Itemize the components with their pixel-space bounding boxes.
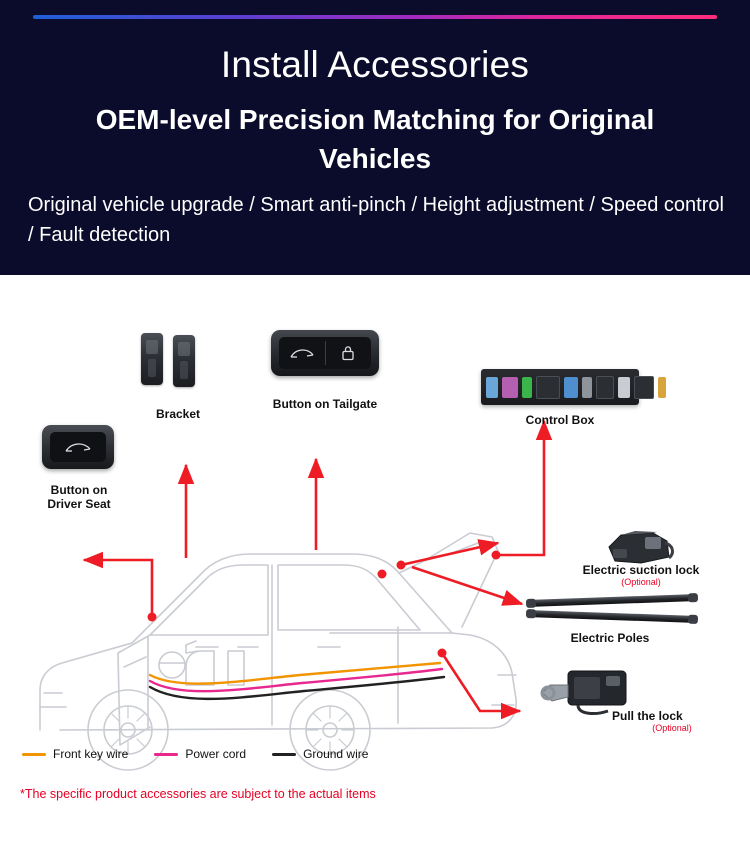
label-control-box: Control Box <box>525 413 595 427</box>
connector-1 <box>486 377 498 398</box>
page-subtitle: OEM-level Precision Matching for Original Vehicles <box>95 104 655 174</box>
connector-10 <box>658 377 666 398</box>
bracket-remote-right <box>173 335 195 387</box>
connection-points <box>148 551 501 658</box>
page-title: Install Accessories <box>220 44 530 85</box>
label-button-tailgate: Button on Tailgate <box>272 397 378 411</box>
label-driver-seat-button <box>24 483 134 511</box>
suction-lock-product <box>601 525 677 567</box>
connector-3 <box>522 377 532 398</box>
legend-swatch-front-key-wire <box>22 753 46 756</box>
legend-swatch-power-cord <box>154 753 178 756</box>
control-box-product <box>481 369 639 405</box>
connector-8 <box>618 377 630 398</box>
legend-label-power-cord: Power cord <box>185 747 247 761</box>
electric-pole-1 <box>530 594 694 607</box>
tailgate-button-product <box>271 330 379 376</box>
label-suction-lock-text: Electric suction lock <box>582 563 700 577</box>
header-banner <box>0 0 750 275</box>
legend-swatch-ground-wire <box>272 753 296 756</box>
label-pull-lock-note: (Optional) <box>652 723 692 733</box>
legend-item-ground-wire <box>272 747 368 761</box>
label-electric-poles: Electric Poles <box>570 631 650 645</box>
label-pull-lock <box>612 709 732 734</box>
legend-label-ground-wire: Ground wire <box>303 747 369 761</box>
callout-arrows <box>84 421 544 711</box>
label-bracket: Bracket <box>155 407 201 421</box>
footnote-disclaimer: *The specific product accessories are subject to the actual items <box>20 787 376 801</box>
connector-5 <box>564 377 578 398</box>
connector-9 <box>634 376 654 399</box>
connector-6 <box>582 377 592 398</box>
driver-seat-button-face <box>50 432 106 462</box>
gradient-accent-bar <box>33 15 717 19</box>
bracket-remote-left <box>141 333 163 385</box>
wire-legend <box>22 745 442 763</box>
legend-item-front-key-wire <box>22 747 128 761</box>
legend-label-front-key-wire: Front key wire <box>53 747 129 761</box>
driver-seat-button-product <box>42 425 114 469</box>
diagram-area <box>0 275 750 863</box>
legend-item-power-cord <box>154 747 246 761</box>
label-pull-lock-text: Pull the lock <box>612 709 683 723</box>
tailgate-lock-icon <box>326 337 372 369</box>
label-suction-lock-note: (Optional) <box>621 577 661 587</box>
feature-description: Original vehicle upgrade / Smart anti-pinch / Height adjustment / Speed control / Fault detection <box>28 194 724 246</box>
label-suction-lock <box>566 563 716 588</box>
bracket-product <box>141 333 213 389</box>
label-driver-seat-line1: Button on <box>50 483 108 497</box>
connector-2 <box>502 377 518 398</box>
connector-7 <box>596 376 614 399</box>
tailgate-open-icon <box>279 337 325 369</box>
label-driver-seat-line2: Driver Seat <box>47 497 111 511</box>
electric-poles-product <box>524 593 700 629</box>
electric-pole-2 <box>530 610 694 623</box>
wiring-harness <box>150 663 444 699</box>
connector-4 <box>536 376 560 399</box>
tailgate-button-face <box>279 337 371 369</box>
control-box-connectors <box>486 376 666 399</box>
